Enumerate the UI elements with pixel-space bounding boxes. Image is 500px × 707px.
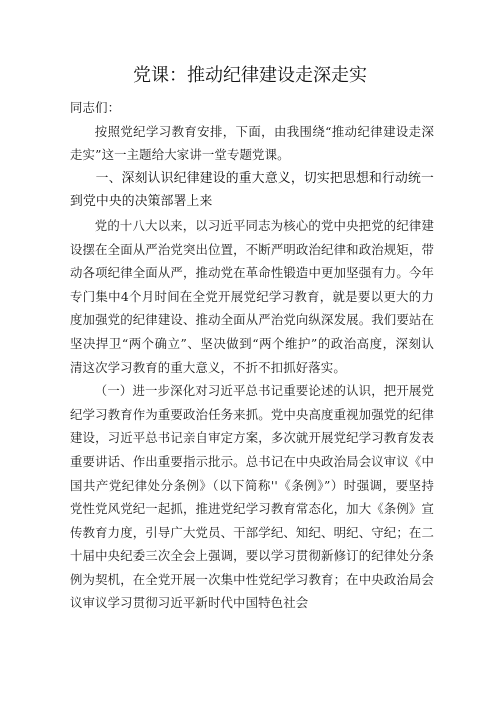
document-body: [70, 96, 434, 615]
body-paragraph: 党的十八大以来，以习近平同志为核心的党中央把党的纪律建设摆在全面从严治党突出位置，不断严明政治纪律和政治规矩，带动各项纪律全面从严，推动党在革命性锻造中更加坚强有力。今年专门集中4个月时间在全党开展党纪学习教育，就是要以更大的力度加强党的纪律建设、推动全面从严治党向纵深发展。我们要站在坚决捍卫“两个确立”、坚决做到“两个维护”的政治高度，深刻认清这次学习教育的重大意义，不折不扣抓好落实。: [70, 217, 434, 375]
document-title: 党课：推动纪律建设走深走实: [133, 65, 367, 86]
section-heading: 一、深刻认识纪律建设的重大意义，切实把思想和行动统一到党中央的决策部署上来: [70, 170, 434, 210]
body-paragraph: （一）进一步深化对习近平总书记重要论述的认识，把开展党纪学习教育作为重要政治任务来抓。党中央高度重视加强党的纪律建设，习近平总书记亲自审定方案，多次就开展党纪学习教育发表重要讲话、作出重要指示批示。总书记在中央政治局会议审议《中国共产党纪律处分条例》（以下简称''《条例》”）时强调，要坚持党性党风党纪一起抓，推进党纪学习教育常态化，加大《条例》宣传教育力度，引导广大党员、干部学纪、知纪、明纪、守纪；在二十届中央纪委三次全会上强调，要以学习贯彻新修订的纪律处分条例为契机，在全党开展一次集中性党纪学习教育；在中央政治局会议审议学习贯彻习近平新时代中国特色社会: [70, 383, 434, 611]
salutation: 同志们：: [70, 100, 121, 115]
intro-paragraph: 按照党纪学习教育安排，下面，由我围绕“推动纪律建设走深走实”这一主题给大家讲一堂专题党课。: [70, 123, 434, 163]
